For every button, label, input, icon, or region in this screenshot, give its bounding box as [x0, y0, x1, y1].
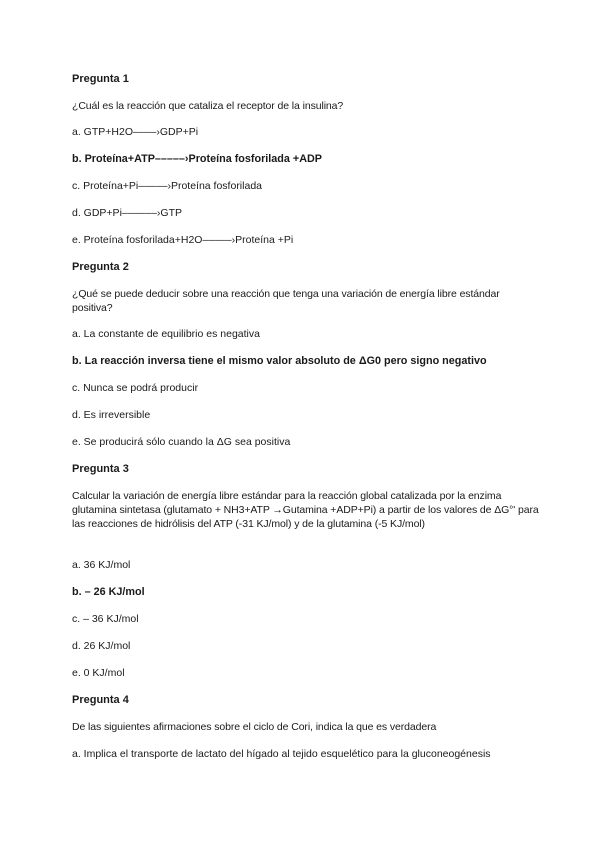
- question-text: Calcular la variación de energía libre estándar para la reacción global catalizada por la enzima glutamina sintetasa (glutamato + NH3+ATP →Gutamina +ADP+Pi) a partir de los valores de ΔG°' para las reacciones de hidrólisis del ATP (-31 KJ/mol) y de la glutamina (-5 KJ/mol): [72, 490, 539, 530]
- option-b-correct: b. Proteína+ATP–––––›Proteína fosforilada +ADP: [72, 153, 322, 165]
- option-d: d. Es irreversible: [72, 409, 151, 421]
- question-2: [72, 260, 542, 274]
- option-b-correct: b. La reacción inversa tiene el mismo valor absoluto de ΔG0 pero signo negativo: [72, 355, 487, 367]
- option-a: a. Implica el transporte de lactato del hígado al tejido esquelético para la gluconeogénesis: [72, 748, 491, 760]
- option-b-correct: b. – 26 KJ/mol: [72, 586, 145, 598]
- option-d: d. GDP+Pi––––––›GTP: [72, 207, 183, 219]
- question-prompt: [72, 720, 542, 734]
- question-title: Pregunta 3: [72, 463, 129, 475]
- question-prompt: [72, 489, 542, 531]
- question-text: ¿Qué se puede deducir sobre una reacción que tenga una variación de energía libre estándar positiva?: [72, 288, 500, 314]
- option-c: c. – 36 KJ/mol: [72, 613, 139, 625]
- question-prompt: [72, 99, 542, 113]
- option-e: e. Proteína fosforilada+H2O–––––›Proteína +Pi: [72, 234, 294, 246]
- question-prompt: [72, 287, 542, 315]
- question-1: [72, 72, 542, 86]
- question-3: [72, 462, 542, 476]
- question-title: Pregunta 1: [72, 73, 129, 85]
- question-title: Pregunta 4: [72, 694, 129, 706]
- option-a: a. La constante de equilibrio es negativa: [72, 328, 260, 340]
- option-a: a. 36 KJ/mol: [72, 559, 131, 571]
- question-title: Pregunta 2: [72, 261, 129, 273]
- option-a: a. GTP+H2O––––›GDP+Pi: [72, 126, 199, 138]
- question-4: [72, 693, 542, 707]
- question-text: De las siguientes afirmaciones sobre el ciclo de Cori, indica la que es verdadera: [72, 721, 437, 733]
- option-c: c. Proteína+Pi–––––›Proteína fosforilada: [72, 180, 262, 192]
- question-text: ¿Cuál es la reacción que cataliza el receptor de la insulina?: [72, 100, 344, 112]
- option-e: e. Se producirá sólo cuando la ΔG sea positiva: [72, 436, 291, 448]
- option-d: d. 26 KJ/mol: [72, 640, 131, 652]
- option-c: c. Nunca se podrá producir: [72, 382, 199, 394]
- option-e: e. 0 KJ/mol: [72, 667, 125, 679]
